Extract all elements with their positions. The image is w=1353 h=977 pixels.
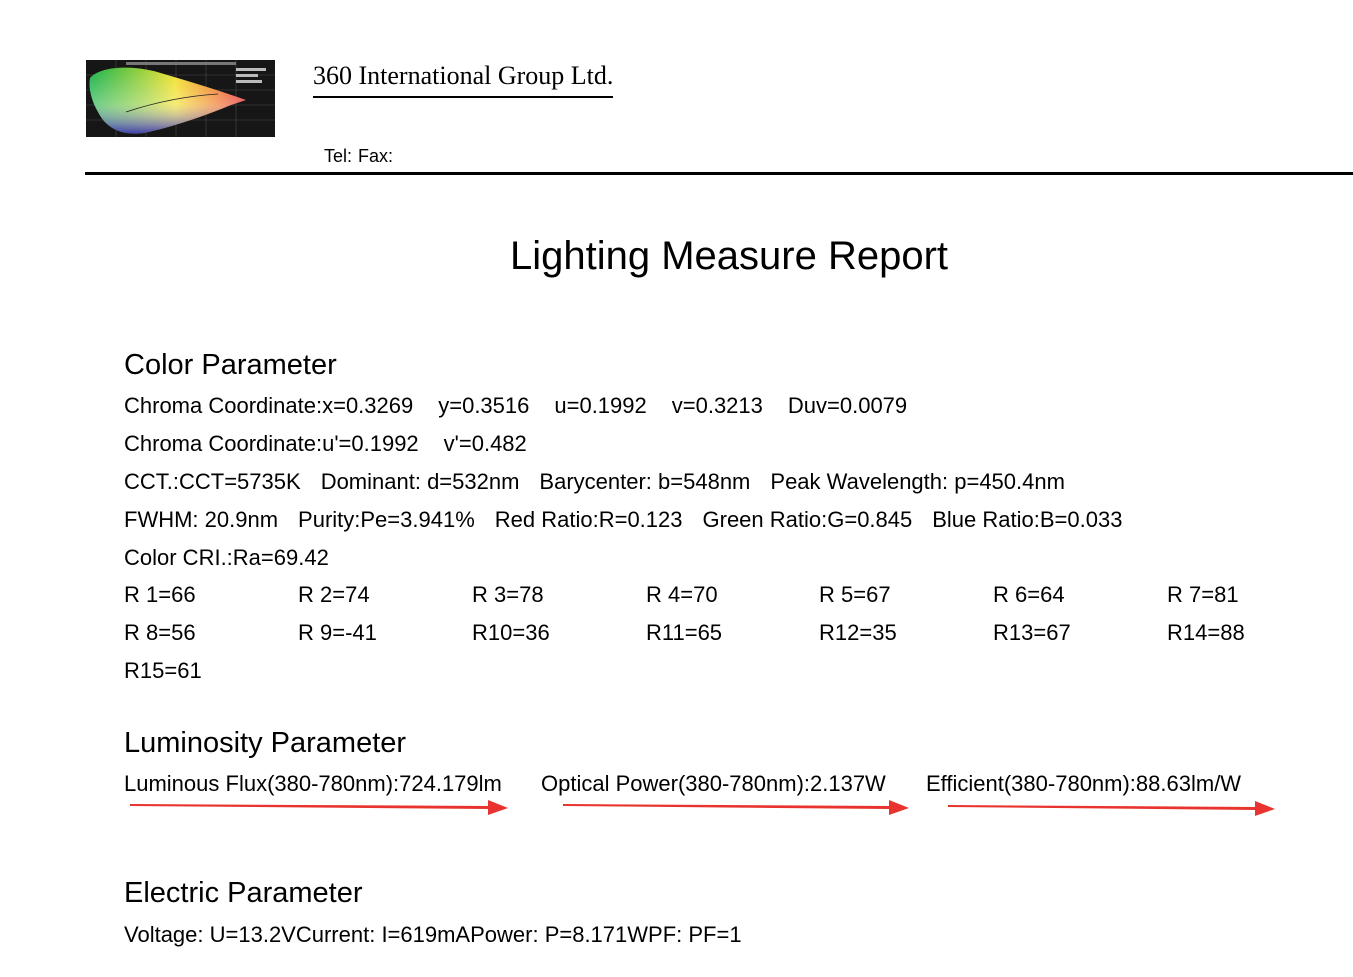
purity-value: Purity:Pe=3.941% xyxy=(298,507,475,532)
current-value: Current: I=619mA xyxy=(295,922,471,947)
electric-values-line xyxy=(124,921,742,949)
voltage-value: Voltage: U=13.2V xyxy=(124,922,296,947)
tel-label: Tel: xyxy=(324,146,353,166)
fwhm-value: FWHM: 20.9nm xyxy=(124,507,279,532)
red-ratio-value: Red Ratio:R=0.123 xyxy=(494,507,683,532)
header-divider xyxy=(85,172,1353,175)
r-value-cell: R 3=78 xyxy=(472,582,544,607)
color-parameter-heading: Color Parameter xyxy=(124,349,337,381)
fwhm-line xyxy=(124,506,1122,534)
chroma-v-value: v=0.3213 xyxy=(671,393,763,418)
r-value-cell: R 2=74 xyxy=(298,582,370,607)
r-value-cell: R 5=67 xyxy=(819,582,891,607)
chroma-x-value: Chroma Coordinate:x=0.3269 xyxy=(124,393,414,418)
duv-value: Duv=0.0079 xyxy=(787,393,908,418)
r-value-cell: R 1=66 xyxy=(124,582,196,607)
chroma-u-prime-value: Chroma Coordinate:u'=0.1992 xyxy=(124,431,419,456)
efficiency-value: Efficient(380-780nm):88.63lm/W xyxy=(926,771,1242,796)
dominant-wavelength-value: Dominant: d=532nm xyxy=(320,469,520,494)
power-factor-value: PF: PF=1 xyxy=(648,922,742,947)
chroma-u-value: u=0.1992 xyxy=(554,393,647,418)
optical-power-value: Optical Power(380-780nm):2.137W xyxy=(541,771,886,796)
r-value-cell: R14=88 xyxy=(1167,620,1245,645)
r-value-cell: R 7=81 xyxy=(1167,582,1239,607)
cie-chromaticity-diagram-icon xyxy=(86,60,275,137)
r-value-cell: R 6=64 xyxy=(993,582,1065,607)
chroma-coordinate-xy-line xyxy=(124,392,907,420)
blue-ratio-value: Blue Ratio:B=0.033 xyxy=(932,507,1123,532)
peak-wavelength-value: Peak Wavelength: p=450.4nm xyxy=(770,469,1065,494)
r-value-cell: R 4=70 xyxy=(646,582,718,607)
red-arrow-icon xyxy=(563,798,910,818)
electric-parameter-heading: Electric Parameter xyxy=(124,877,363,909)
chroma-y-value: y=0.3516 xyxy=(438,393,530,418)
red-arrow-icon xyxy=(130,798,510,818)
luminous-flux-value: Luminous Flux(380-780nm):724.179lm xyxy=(124,771,502,796)
r-value-cell: R12=35 xyxy=(819,620,897,645)
red-arrow-icon xyxy=(948,798,1276,818)
report-title: Lighting Measure Report xyxy=(509,234,949,278)
r-value-cell: R 9=-41 xyxy=(298,620,377,645)
company-name: 360 International Group Ltd. xyxy=(313,58,613,98)
r-value-cell: R10=36 xyxy=(472,620,550,645)
r-value-cell: R 8=56 xyxy=(124,620,196,645)
cct-line xyxy=(124,468,1065,496)
green-ratio-value: Green Ratio:G=0.845 xyxy=(702,507,913,532)
power-value: Power: P=8.171W xyxy=(470,922,649,947)
r-value-cell: R13=67 xyxy=(993,620,1071,645)
chroma-coordinate-uv-prime-line xyxy=(124,430,527,458)
fax-label: Fax: xyxy=(358,146,394,166)
luminosity-parameter-heading: Luminosity Parameter xyxy=(124,727,407,759)
color-cri-value: Color CRI.:Ra=69.42 xyxy=(124,545,329,570)
contact-line xyxy=(324,145,393,167)
cct-value: CCT.:CCT=5735K xyxy=(124,469,301,494)
r-value-cell: R11=65 xyxy=(646,620,723,645)
barycenter-value: Barycenter: b=548nm xyxy=(539,469,751,494)
chroma-v-prime-value: v'=0.482 xyxy=(443,431,527,456)
r-value-cell: R15=61 xyxy=(124,658,202,683)
